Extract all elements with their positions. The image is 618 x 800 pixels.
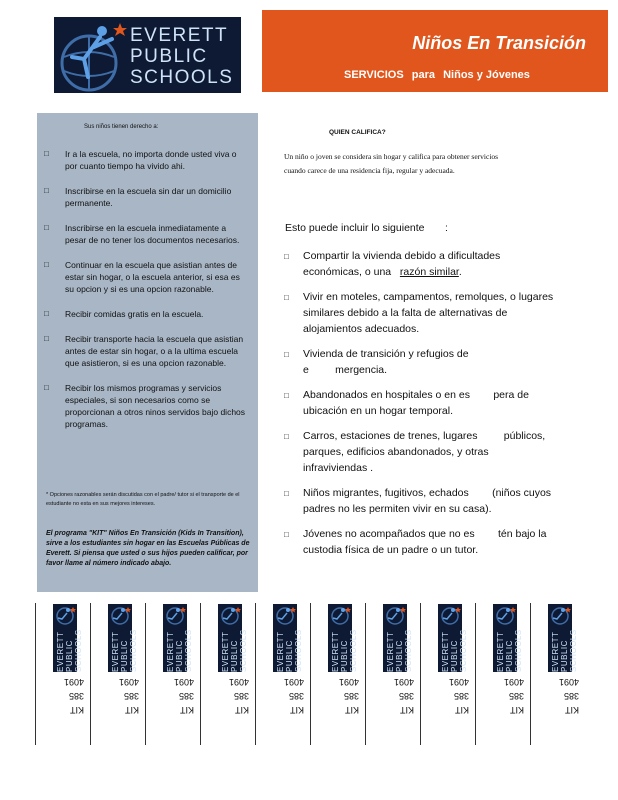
includes-text: Esto puede incluir lo siguiente (285, 222, 425, 234)
banner-title: Niños En Transición (412, 33, 586, 53)
tab-line-3: 4091 (63, 677, 84, 687)
tab-contact (44, 675, 84, 717)
tab-contact (264, 675, 304, 717)
tab-line-3: 4091 (448, 677, 469, 687)
tab-logo-text: EVERETT PUBLIC SCHOOLS (276, 629, 303, 672)
rights-item: □ Recibir transporte hacia la escuela que asistian antes de estar sin hogar, o a la ultima escuela que asistieron, si es una opcion razonable. (37, 333, 258, 369)
includes-heading (285, 222, 448, 234)
who-qualifies-heading: QUIEN CALIFICA? (329, 129, 386, 136)
tab-logo (328, 604, 358, 672)
rights-item: □ Continuar en la escuela que asistian antes de estar sin hogar, o la escuela anterior, si esa es su opcion y si es una opcion razonable. (37, 259, 258, 295)
includes-colon: : (444, 222, 448, 234)
tear-off-tab[interactable] (90, 603, 143, 745)
tab-line-2: 385 (563, 691, 579, 701)
tab-line-3: 4091 (338, 677, 359, 687)
program-a: El programa (46, 530, 87, 537)
tab-line-1: KIT (509, 705, 524, 715)
tab-line-2: 385 (288, 691, 304, 701)
program-description (46, 529, 251, 569)
tab-line-2: 385 (233, 691, 249, 701)
logo-line-1: EVERETT (130, 25, 229, 46)
tab-contact (154, 675, 194, 717)
situation-text: Carros, estaciones de trenes, lugares (303, 430, 478, 442)
tab-contact (539, 675, 579, 717)
rights-item: □ Inscribirse en la escuela sin dar un domicilio permanente. (37, 185, 258, 209)
program-b: "KIT" Niños En Transición (Kids In Transition), sirve a los estudiantes sin hogar en las Escuelas Públicas de Everett. (46, 530, 250, 557)
tear-off-tab[interactable] (475, 603, 528, 745)
tab-line-2: 385 (68, 691, 84, 701)
tab-logo-text: EVERETT PUBLIC SCHOOLS (441, 629, 468, 672)
tear-off-tab[interactable] (35, 603, 88, 745)
situation-text-end: (niños cuyos padres no les permiten vivir en su casa). (303, 487, 552, 515)
tab-contact (319, 675, 359, 717)
tab-contact (374, 675, 414, 717)
tab-line-1: KIT (69, 705, 84, 715)
tab-line-1: KIT (564, 705, 579, 715)
tear-off-tabs (35, 603, 590, 745)
situation-item (284, 387, 554, 419)
tab-line-3: 4091 (118, 677, 139, 687)
logo-line-3: SCHOOLS (130, 67, 234, 88)
situation-item (284, 248, 554, 280)
tab-line-3: 4091 (283, 677, 304, 687)
rights-item: □ Inscribirse en la escuela inmediatamente a pesar de no tener los documentos necesarios. (37, 222, 258, 246)
situation-text: Abandonados en hospitales o en es (303, 389, 470, 401)
tab-logo (548, 604, 578, 672)
banner-subtitle-c: Niños y Jóvenes (443, 69, 530, 81)
tab-line-1: KIT (344, 705, 359, 715)
tab-line-2: 385 (508, 691, 524, 701)
situation-item (284, 485, 554, 517)
tear-off-tab[interactable] (200, 603, 253, 745)
tab-logo-text: EVERETT PUBLIC SCHOOLS (496, 629, 523, 672)
situation-text-end: públicos, parques, edificios abandonados, y otras infraviviendas . (303, 430, 546, 474)
tab-contact (209, 675, 249, 717)
tab-line-2: 385 (398, 691, 414, 701)
situation-item (284, 526, 554, 558)
tab-line-2: 385 (343, 691, 359, 701)
transport-note (46, 491, 251, 509)
situation-text-end: pera de ubicación en un hogar temporal. (303, 389, 529, 417)
tab-logo-text: EVERETT PUBLIC SCHOOLS (331, 629, 358, 672)
tab-contact (484, 675, 524, 717)
qualification-intro: Un niño o joven se considera sin hogar y califica para obtener servicios cuando carece de una residencia fija, regular y adecuada. (284, 152, 499, 175)
banner-subtitle-a: SERVICIOS (344, 69, 404, 81)
situation-item (284, 289, 554, 337)
tab-logo (383, 604, 413, 672)
tab-line-1: KIT (124, 705, 139, 715)
transport-note-a: * Opciones razonables serán discutidas con el padre/ (46, 492, 176, 498)
everett-public-schools-logo (54, 17, 241, 93)
situation-text: Jóvenes no acompañados que no es (303, 528, 475, 540)
tab-line-2: 385 (453, 691, 469, 701)
tear-off-tab[interactable] (145, 603, 198, 745)
rights-panel (37, 113, 258, 592)
rights-heading: Sus niños tienen derecho a: (84, 124, 159, 130)
tab-line-3: 4091 (558, 677, 579, 687)
tab-line-3: 4091 (393, 677, 414, 687)
tab-logo-text: EVERETT PUBLIC SCHOOLS (111, 629, 138, 672)
tab-logo (493, 604, 523, 672)
tab-logo-text: EVERETT PUBLIC SCHOOLS (56, 629, 83, 672)
situation-text-end: tén bajo la custodia física de un padre o un tutor. (303, 528, 547, 556)
tab-line-1: KIT (454, 705, 469, 715)
tab-line-1: KIT (289, 705, 304, 715)
tab-line-2: 385 (123, 691, 139, 701)
tab-logo-text: EVERETT PUBLIC SCHOOLS (386, 629, 413, 672)
situation-text: Niños migrantes, fugitivos, echados (303, 487, 469, 499)
tab-logo (218, 604, 248, 672)
tab-logo (163, 604, 193, 672)
tear-off-tab[interactable] (530, 603, 583, 745)
situation-item (284, 428, 554, 476)
situation-text: Vivienda de transición y refugios de e (303, 348, 469, 376)
situation-item (284, 346, 554, 378)
tab-logo-text: EVERETT PUBLIC SCHOOLS (221, 629, 248, 672)
tab-line-3: 4091 (173, 677, 194, 687)
rights-item: □ Recibir comidas gratis en la escuela. (37, 308, 258, 320)
tab-line-1: KIT (179, 705, 194, 715)
situations-list (284, 248, 554, 567)
situation-text: Compartir la vivienda debido a dificultades económicas, o una (303, 250, 501, 278)
tear-off-tab[interactable] (255, 603, 308, 745)
situation-text-end: . (458, 266, 462, 278)
tear-off-tab[interactable] (310, 603, 363, 745)
title-banner (262, 10, 608, 92)
transport-note-b: tutor si el transporte de el estudiante no esta en sus mejores intereses. (46, 492, 240, 507)
situation-underline: razón similar (399, 266, 459, 278)
tab-line-2: 385 (178, 691, 194, 701)
logo-line-2: PUBLIC (130, 46, 208, 67)
tab-logo (273, 604, 303, 672)
situation-text-end: mergencia. (335, 364, 388, 376)
tab-logo-text: EVERETT PUBLIC SCHOOLS (166, 629, 193, 672)
tab-logo (438, 604, 468, 672)
banner-subtitle (344, 69, 535, 81)
tab-logo (53, 604, 83, 672)
tab-logo (108, 604, 138, 672)
program-c: Si piensa que usted o sus hijos pueden calificar, por favor llame al número indicado abajo. (46, 550, 248, 567)
rights-list (37, 148, 258, 443)
tab-logo-text: EVERETT PUBLIC SCHOOLS (551, 629, 578, 672)
tear-off-tab[interactable] (420, 603, 473, 745)
tab-line-3: 4091 (228, 677, 249, 687)
tab-line-3: 4091 (503, 677, 524, 687)
tab-contact (429, 675, 469, 717)
tab-line-1: KIT (234, 705, 249, 715)
tab-line-1: KIT (399, 705, 414, 715)
tear-off-tab[interactable] (365, 603, 418, 745)
rights-item: □ Ir a la escuela, no importa donde usted viva o por cuanto tiempo ha vivido ahi. (37, 148, 258, 172)
situation-text: Vivir en moteles, campamentos, remolques, o lugares similares debido a la falta de alternativas de alojamientos adecuados. (303, 291, 554, 335)
banner-subtitle-b: para (411, 69, 436, 81)
tab-contact (99, 675, 139, 717)
rights-item: □ Recibir los mismos programas y servicios especiales, si son necesarios como se proporcionan a otros ninos servidos bajo dichos programas. (37, 382, 258, 430)
